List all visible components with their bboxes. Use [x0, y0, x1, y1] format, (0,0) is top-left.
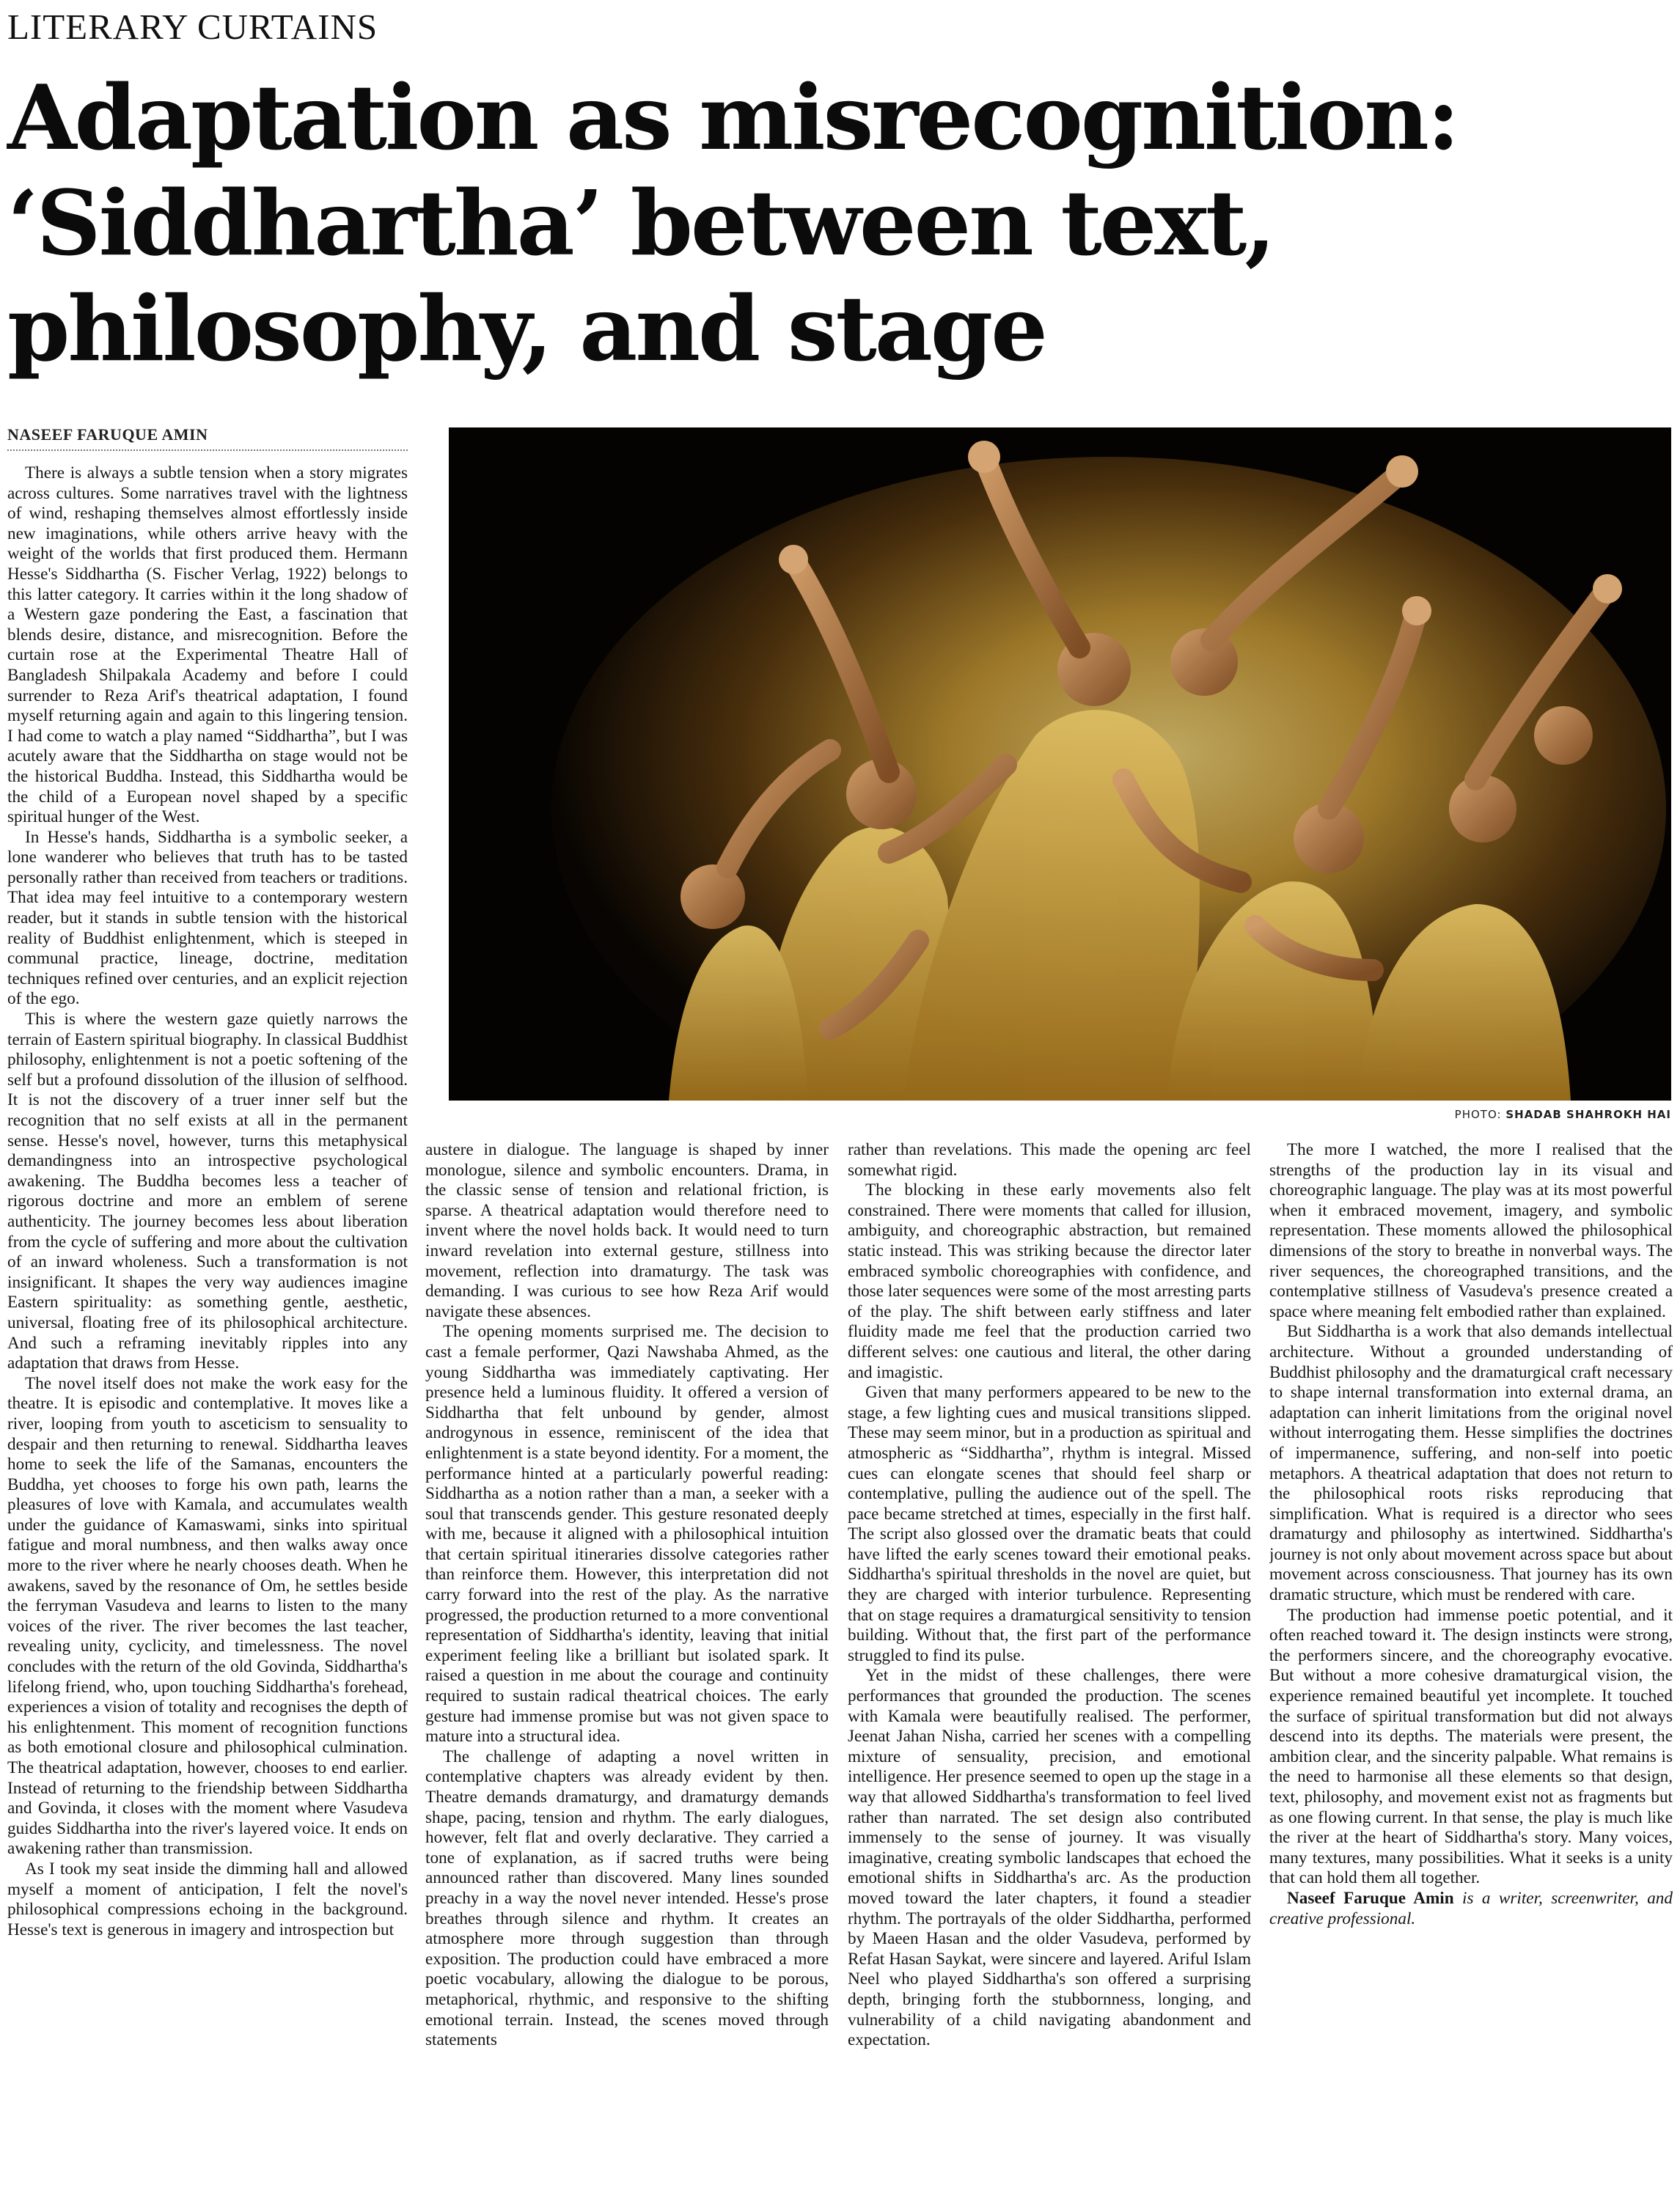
article-column-2	[425, 1140, 829, 2181]
headline-line-2: ‘Siddhartha’ between text,	[7, 170, 1274, 276]
stage-photo	[449, 427, 1671, 1101]
paragraph: There is always a subtle tension when a story migrates across cultures. Some narratives travel with the lightness of wind, reshaping themselves almost effortlessly inside new imaginations, while others arrive heavy with the weight of the worlds that first produced them. Hermann Hesse's Siddhartha (S. Fischer Verlag, 1922) belongs to this latter category. It carries within it the long shadow of a Western gaze pondering the East, a fascination that blends desire, distance, and misrecognition. Before the curtain rose at the Experimental Theatre Hall of Bangladesh Shilpakala Academy and before I could surrender to Reza Arif's theatrical adaptation, I found myself returning again and again to this lingering tension. I had come to watch a play named “Siddhartha”, but I was acutely aware that the Siddhartha on stage would not be the historical Buddha. Instead, this Siddhartha would be the child of a European novel shaped by a specific spiritual hunger of the West.	[7, 463, 408, 827]
paragraph: But Siddhartha is a work that also demands intellectual architecture. Without a grounded understanding of Buddhist philosophy and the dramaturgical craft necessary to shape internal transformation into external drama, an adaptation can inherit limitations from the original novel without interrogating them. Hesse simplifies the doctrines of impermanence, suffering, and non-self into poetic metaphors. A theatrical adaptation that does not return to the philosophical roots risks reproducing that simplification. What is required is a director who sees dramaturgy and philosophy as intertwined. Siddhartha's journey is not only about movement across space but about movement across consciousness. That journey has its own dramatic structure, which must be rendered with care.	[1269, 1322, 1673, 1605]
article-column-4	[1269, 1140, 1673, 2181]
headline-line-3: philosophy, and stage	[7, 276, 1046, 381]
byline-divider	[7, 449, 408, 451]
section-label: LITERARY CURTAINS	[7, 7, 378, 47]
article-column-3	[848, 1140, 1251, 2181]
paragraph: Yet in the midst of these challenges, there were performances that grounded the production. The scenes with Kamala were beautifully realised. The performer, Jeenat Jahan Nisha, carried her scenes with a compelling mixture of sensuality, precision, and emotional intelligence. Her presence seemed to open up the stage in a way that allowed Siddhartha's transformation to feel lived rather than narrated. The set design also contributed immensely to the sense of journey. It was visually imaginative, creating symbolic landscapes that echoed the emotional shifts in Siddhartha's arc. As the production moved toward the later chapters, it found a steadier rhythm. The portrayals of the older Siddhartha, performed by Maeen Hasan and the older Vasudeva, performed by Refat Hasan Saykat, were sincere and layered. Ariful Islam Neel who played Siddhartha's son offered a surprising depth, bringing forth the stubbornness, longing, and vulnerability of a child navigating abandonment and expectation.	[848, 1666, 1251, 2050]
headline-line-1: Adaptation as misrecognition:	[7, 65, 1459, 170]
stage-photo-illustration	[449, 427, 1671, 1101]
photo-credit-name: SHADAB SHAHROKH HAI	[1505, 1108, 1671, 1121]
paragraph: The blocking in these early movements also felt constrained. There were moments that called for illusion, ambiguity, and choreographic abstraction, but remained static instead. This was striking because the director later embraced symbolic choreographies with confidence, and those later sequences were some of the most arresting parts of the play. The shift between early stiffness and later fluidity made me feel that the production carried two different selves: one cautious and literal, the other daring and imagistic.	[848, 1180, 1251, 1382]
author-bio-text: is a writer, screenwriter, and creative professional.	[1269, 1888, 1673, 1928]
paragraph: This is where the western gaze quietly narrows the terrain of Eastern spiritual biography. In classical Buddhist philosophy, enlightenment is not a poetic softening of the self but a profound dissolution of the illusion of selfhood. It is not the discovery of a truer inner self but the recognition that no self exists at all in the permanent sense. Hesse's novel, however, turns this metaphysical demandingness into an introspective psychological awakening. The Buddha becomes less a teacher of rigorous doctrine and more an emblem of serene authenticity. The journey becomes less about liberation from the cycle of suffering and more about the cultivation of an inward wholeness. Such a transformation is not insignificant. It shapes the very way audiences imagine Eastern spirituality: as something gentle, aesthetic, universal, floating free of its philosophical architecture. And such a reframing inevitably ripples into any adaptation that draws from Hesse.	[7, 1010, 408, 1373]
article-column-1	[7, 463, 408, 2179]
paragraph: austere in dialogue. The language is shaped by inner monologue, silence and symbolic encounters. Drama, in the classic sense of tension and relational friction, is sparse. A theatrical adaptation would therefore need to invent where the novel holds back. It would need to turn inward revelation into external gesture, stillness into movement, reflection into dramaturgy. The task was demanding. I was curious to see how Reza Arif would navigate these absences.	[425, 1140, 829, 1321]
paragraph: The novel itself does not make the work easy for the theatre. It is episodic and contemplative. It moves like a river, looping from youth to asceticism to sensuality to despair and then returning to renewal. Siddhartha leaves home to seek the life of the Samanas, encounters the Buddha, yet chooses to forge his own path, learns the pleasures of love with Kamala, and accumulates wealth under the guidance of Kamaswami, sinks into spiritual fatigue and moral numbness, and then walks away once more to the river where he nearly chooses death. When he awakens, saved by the resonance of Om, he settles beside the ferryman Vasudeva and learns to listen to the many voices of the river. The river becomes the last teacher, revealing unity, cyclicity, and timelessness. The novel concludes with the return of the old Govinda, Siddhartha's lifelong friend, who, upon touching Siddhartha's forehead, experiences a vision of totality and recognises the depth of his enlightenment. This moment of recognition functions as both emotional closure and philosophical culmination. The theatrical adaptation, however, chooses to end earlier. Instead of returning to the friendship between Siddhartha and Govinda, it closes with the moment where Vasudeva guides Siddhartha into the river's layered voice. It ends on awakening rather than transmission.	[7, 1373, 408, 1859]
headline	[7, 65, 1672, 381]
paragraph: Given that many performers appeared to be new to the stage, a few lighting cues and musical transitions slipped. These may seem minor, but in a production as spiritual and atmospheric as “Siddhartha”, rhythm is integral. Missed cues can elongate scenes that should feel sharp or contemplative, pulling the audience out of the spell. The pace became stretched at times, especially in the first half. The script also glossed over the dramatic beats that could have lifted the early scenes toward their emotional peaks. Siddhartha's spiritual thresholds in the novel are quiet, but they are charged with interior turbulence. Representing that on stage requires a dramaturgical sensitivity to tension building. Without that, the first part of the performance struggled to find its pulse.	[848, 1383, 1251, 1665]
author-bio	[1269, 1889, 1673, 1929]
paragraph: The more I watched, the more I realised that the strengths of the production lay in its visual and choreographic language. The play was at its most powerful when it embraced movement, imagery, and symbolic representation. These moments allowed the philosophical dimensions of the story to breathe in nonverbal ways. The river sequences, the choreographed transitions, and the contemplative stillness of Vasudeva's presence created a space where meaning felt embodied rather than explained.	[1269, 1140, 1673, 1321]
author-bio-name: Naseef Faruque Amin	[1287, 1888, 1454, 1908]
paragraph: rather than revelations. This made the opening arc feel somewhat rigid.	[848, 1140, 1251, 1180]
byline: NASEEF FARUQUE AMIN	[7, 425, 208, 444]
paragraph: In Hesse's hands, Siddhartha is a symbolic seeker, a lone wanderer who believes that truth has to be tasted personally rather than received from teachers or traditions. That idea may feel intuitive to a contemporary western reader, but it stands in subtle tension with the historical reality of Buddhist enlightenment, which is steeped in communal practice, lineage, doctrine, meditation techniques refined over centuries, and an explicit rejection of the ego.	[7, 827, 408, 1009]
photo-credit	[1455, 1108, 1671, 1121]
paragraph: As I took my seat inside the dimming hall and allowed myself a moment of anticipation, I felt the novel's philosophical compressions echoing in the background. Hesse's text is generous in imagery and introspection but	[7, 1859, 408, 1939]
paragraph: The production had immense poetic potential, and it often reached toward it. The design instincts were strong, the performers sincere, and the choreography evocative. But without a more cohesive dramaturgical vision, the experience remained beautiful yet incomplete. It touched the surface of spiritual transformation but did not always descend into its depths. The materials were present, the ambition clear, and the sincerity palpable. What remains is the need to harmonise all these elements so that design, text, philosophy, and movement exist not as fragments but as one flowing current. In that sense, the play is much like the river at the heart of Siddhartha's story. Many voices, many textures, many possibilities. What it seeks is a unity that can hold them all together.	[1269, 1605, 1673, 1888]
paragraph: The opening moments surprised me. The decision to cast a female performer, Qazi Nawshaba Ahmed, as the young Siddhartha was immediately captivating. Her presence held a luminous fluidity. It offered a version of Siddhartha that felt unbound by gender, almost androgynous in essence, reminiscent of the idea that enlightenment is a state beyond identity. For a moment, the performance hinted at a particularly powerful reading: Siddhartha as a notion rather than a man, a seeker with a soul that transcends gender. This gesture resonated deeply with me, because it aligned with a philosophical intuition that certain spiritual itineraries dissolve categories rather than reinforce them. However, this interpretation did not carry forward into the rest of the play. As the narrative progressed, the production returned to a more conventional representation of Siddhartha's identity, leaving that initial experiment feeling like a brilliant but isolated spark. It raised a question in me about the courage and continuity required to sustain radical theatrical choices. The early gesture had immense promise but was not given space to mature into a structural idea.	[425, 1322, 829, 1747]
paragraph: The challenge of adapting a novel written in contemplative chapters was already evident by then. Theatre demands dramaturgy, and dramaturgy demands shape, pacing, tension and rhythm. The early dialogues, however, felt flat and overly declarative. They carried a tone of explanation, as if sacred truths were being announced rather than discovered. Many lines sounded preachy in a way the novel never intended. Hesse's prose breathes through silence and rhythm. It creates an atmosphere more through suggestion than through exposition. The production could have embraced a more poetic vocabulary, allowing the dialogue to be porous, metaphorical, rhythmic, and responsive to the shifting emotional terrain. Instead, the scenes moved through statements	[425, 1747, 829, 2050]
photo-credit-label: PHOTO:	[1454, 1108, 1502, 1121]
